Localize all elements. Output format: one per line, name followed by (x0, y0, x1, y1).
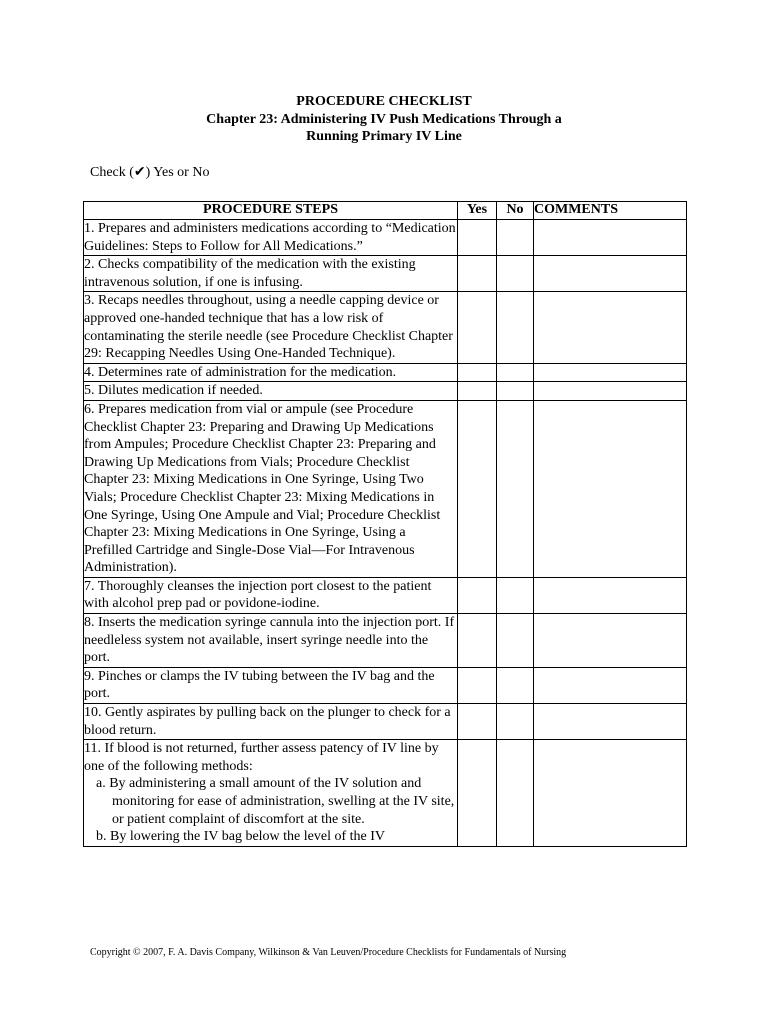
comments-cell[interactable] (534, 382, 687, 401)
yes-cell[interactable] (458, 400, 497, 577)
yes-header: Yes (458, 202, 497, 220)
table-header-row (84, 202, 687, 220)
yes-cell[interactable] (458, 363, 497, 382)
table-row (84, 220, 687, 256)
step-text: 2. Checks compatibility of the medication with the existing intravenous solution, if one is infusing. (84, 256, 458, 292)
no-cell[interactable] (497, 740, 534, 847)
comments-cell[interactable] (534, 220, 687, 256)
no-cell[interactable] (497, 577, 534, 613)
no-header: No (497, 202, 534, 220)
table-row (84, 614, 687, 668)
step-text: 6. Prepares medication from vial or ampule (see Procedure Checklist Chapter 23: Preparing and Drawing Up Medications from Ampules; Procedure Checklist Chapter 23: Preparing and Drawing Up Medications from Vials; Procedure Checklist Chapter 23: Mixing Medications in One Syringe, Using Two Vials; Procedure Checklist Chapter 23: Mixing Medications in One Syringe, Using One Ampule and Vial; Procedure Checklist Chapter 23: Mixing Medications in One Syringe, Using a Prefilled Cartridge and Single-Dose Vial—For Intravenous Administration). (84, 400, 458, 577)
comments-cell[interactable] (534, 577, 687, 613)
table-row (84, 577, 687, 613)
checklist-heading: PROCEDURE CHECKLIST (296, 94, 472, 109)
step-text: 3. Recaps needles throughout, using a needle capping device or approved one-handed technique that has a low risk of contaminating the sterile needle (see Procedure Checklist Chapter 29: Recapping Needles Using One-Handed Technique). (84, 292, 458, 363)
comments-cell[interactable] (534, 256, 687, 292)
yes-cell[interactable] (458, 220, 497, 256)
no-cell[interactable] (497, 220, 534, 256)
comments-cell[interactable] (534, 400, 687, 577)
yes-cell[interactable] (458, 577, 497, 613)
comments-cell[interactable] (534, 614, 687, 668)
table-row (84, 667, 687, 703)
step-text: 9. Pinches or clamps the IV tubing between the IV bag and the port. (84, 667, 458, 703)
chapter-title: Chapter 23: Administering IV Push Medications Through a (206, 111, 562, 127)
yes-cell[interactable] (458, 704, 497, 740)
yes-cell[interactable] (458, 382, 497, 401)
no-cell[interactable] (497, 363, 534, 382)
step-text: 7. Thoroughly cleanses the injection port closest to the patient with alcohol prep pad or povidone-iodine. (84, 577, 458, 613)
step-text: 11. If blood is not returned, further assess patency of IV line by one of the following methods: (84, 741, 439, 774)
procedure-checklist-table (83, 201, 687, 847)
no-cell[interactable] (497, 400, 534, 577)
yes-cell[interactable] (458, 614, 497, 668)
comments-cell[interactable] (534, 704, 687, 740)
step-text: 8. Inserts the medication syringe cannula into the injection port. If needleless system not available, insert syringe needle into the port. (84, 614, 458, 668)
no-cell[interactable] (497, 256, 534, 292)
no-cell[interactable] (497, 704, 534, 740)
table-row (84, 382, 687, 401)
comments-cell[interactable] (534, 740, 687, 847)
table-row (84, 363, 687, 382)
comments-header: COMMENTS (534, 202, 687, 220)
no-cell[interactable] (497, 614, 534, 668)
chapter-title-continued: Running Primary IV Line (306, 129, 462, 144)
procedure-steps-header: PROCEDURE STEPS (84, 202, 458, 220)
comments-cell[interactable] (534, 667, 687, 703)
comments-cell[interactable] (534, 292, 687, 363)
yes-cell[interactable] (458, 667, 497, 703)
comments-cell[interactable] (534, 363, 687, 382)
step-11 (84, 740, 458, 847)
sub-step-b: b. By lowering the IV bag below the level of the IV (96, 829, 386, 845)
check-instruction: Check (✔) Yes or No (90, 165, 210, 180)
table-row (84, 256, 687, 292)
table-row (84, 292, 687, 363)
no-cell[interactable] (497, 292, 534, 363)
table-row (84, 704, 687, 740)
document-header (0, 93, 768, 146)
step-text: 1. Prepares and administers medications according to “Medication Guidelines: Steps to Follow for All Medications.” (84, 220, 458, 256)
yes-cell[interactable] (458, 256, 497, 292)
step-text: 5. Dilutes medication if needed. (84, 382, 458, 401)
step-text: 10. Gently aspirates by pulling back on the plunger to check for a blood return. (84, 704, 458, 740)
no-cell[interactable] (497, 667, 534, 703)
sub-step-a: a. By administering a small amount of the IV solution and monitoring for ease of administration, swelling at the IV site, or patient complaint of discomfort at the site. (96, 776, 455, 827)
step-text: 4. Determines rate of administration for the medication. (84, 363, 458, 382)
yes-cell[interactable] (458, 292, 497, 363)
no-cell[interactable] (497, 382, 534, 401)
table-row (84, 400, 687, 577)
copyright-footer: Copyright © 2007, F. A. Davis Company, Wilkinson & Van Leuven/Procedure Checklists for Fundamentals of Nursing (90, 947, 567, 958)
table-row (84, 740, 687, 847)
yes-cell[interactable] (458, 740, 497, 847)
